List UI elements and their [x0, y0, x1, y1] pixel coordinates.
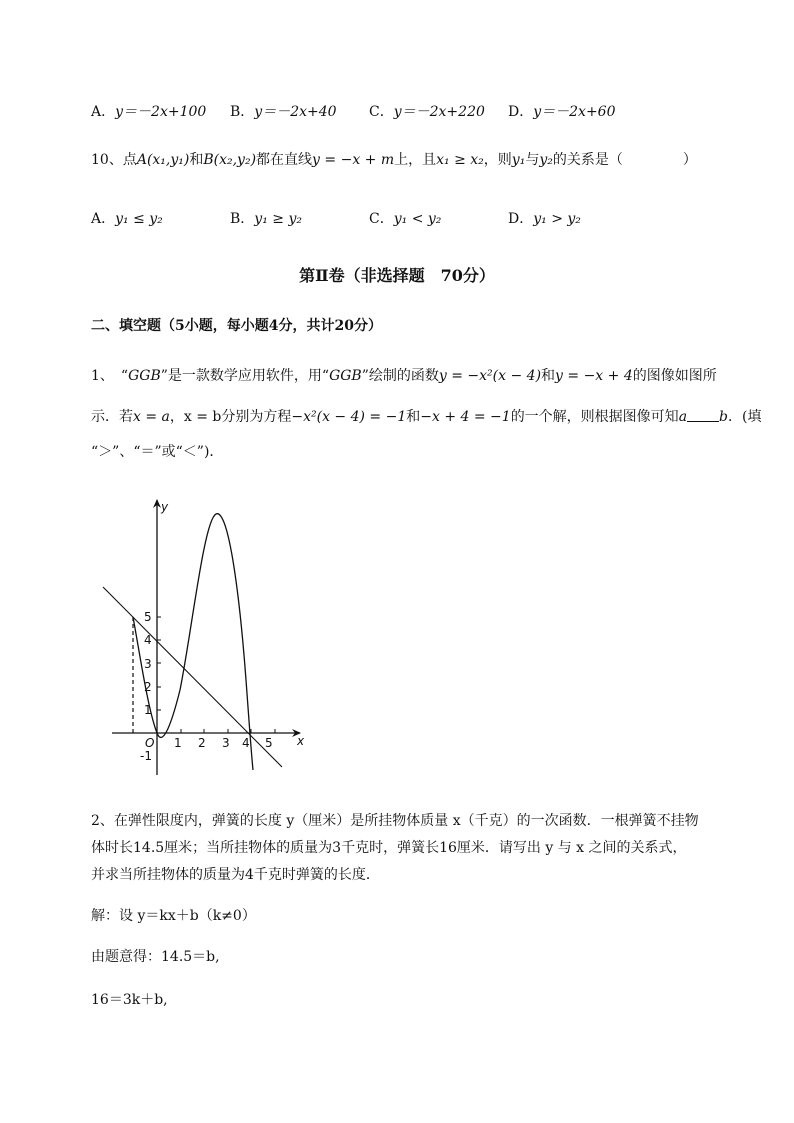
fill2-line2: 体时长14.5厘米；当所挂物体的质量为3千克时，弹簧长16厘米．请写出 y 与 x 之间的关系式，	[91, 840, 687, 856]
fill1-line2: 示．若x = a，x = b分别为方程−x²(x − 4) = −1和−x + 4 = −1的一个解，则根据图像可知a b．(填	[91, 409, 762, 425]
fill2-line3: 并求当所挂物体的质量为4千克时弹簧的长度．	[91, 867, 380, 883]
point-a: A(x₁,y₁)	[136, 152, 190, 168]
y-tick-label: 5	[144, 610, 152, 624]
q10-option-c: C．y₁ < y₂	[369, 211, 442, 227]
solution-line3: 16＝3k＋b,	[91, 992, 168, 1008]
part2-title: 第Ⅱ卷（非选择题 70分）	[299, 266, 495, 285]
x-tick-label: 3	[222, 736, 230, 750]
solution-line1: 解：设 y＝kx＋b（k≠0）	[91, 908, 256, 924]
q9-option-a: A．y＝－2x+100	[91, 104, 207, 120]
q10-option-b: B．y₁ ≥ y₂	[230, 211, 302, 227]
fill2-line1: 2、在弹性限度内，弹簧的长度 y（厘米）是所挂物体质量 x（千克）的一次函数．一根弹簧不挂物	[91, 813, 699, 829]
origin-label: O	[145, 736, 155, 750]
function-graph	[95, 495, 315, 780]
q10-option-a: A．y₁ ≤ y₂	[91, 211, 163, 227]
section2-heading: 二、填空题（5小题，每小题4分，共计20分）	[91, 318, 382, 334]
x-tick-label: 2	[198, 736, 206, 750]
x-tick-label: 5	[265, 736, 273, 750]
y-axis-label: y	[161, 500, 169, 514]
fill-blank	[687, 409, 719, 422]
function-linear: y = −x + 4	[555, 368, 633, 384]
q10-option-d: D．y₁ > y₂	[508, 211, 581, 227]
x-axis-label: x	[297, 734, 305, 748]
q10-options	[91, 208, 581, 228]
q9-option-d: D．y＝－2x+60	[508, 104, 616, 120]
x-tick-label: 4	[242, 736, 250, 750]
function-cubic: y = −x²(x − 4)	[438, 368, 542, 384]
fill1-line1: 1、 “GGB”是一款数学应用软件，用“GGB”绘制的函数y = −x²(x − 4)和y = −x + 4的图像如图所	[91, 368, 717, 384]
fill1-line3: “＞”、“＝”或“＜”)．	[91, 444, 224, 460]
x-tick-label: 1	[174, 736, 182, 750]
q10-stem: 10、点A(x₁,y₁)和B(x₂,y₂)都在直线y = −x + m上，且x₁ ≥ x₂，则y₁与y₂的关系是（ ）	[91, 152, 697, 168]
y-tick-label: 1	[144, 703, 152, 717]
q9-option-b: B．y＝－2x+40	[230, 104, 337, 120]
q9-option-c: C．y＝－2x+220	[369, 104, 485, 120]
line-equation: y = −x + m	[312, 152, 395, 168]
y-tick-label: 2	[144, 680, 152, 694]
q9-options	[91, 101, 616, 121]
solution-line2: 由题意得：14.5＝b,	[91, 949, 220, 965]
y-tick-label: 3	[144, 657, 152, 671]
point-b: B(x₂,y₂)	[203, 152, 257, 168]
y-tick-label-negative: -1	[140, 749, 152, 763]
y-tick-label: 4	[144, 633, 152, 647]
